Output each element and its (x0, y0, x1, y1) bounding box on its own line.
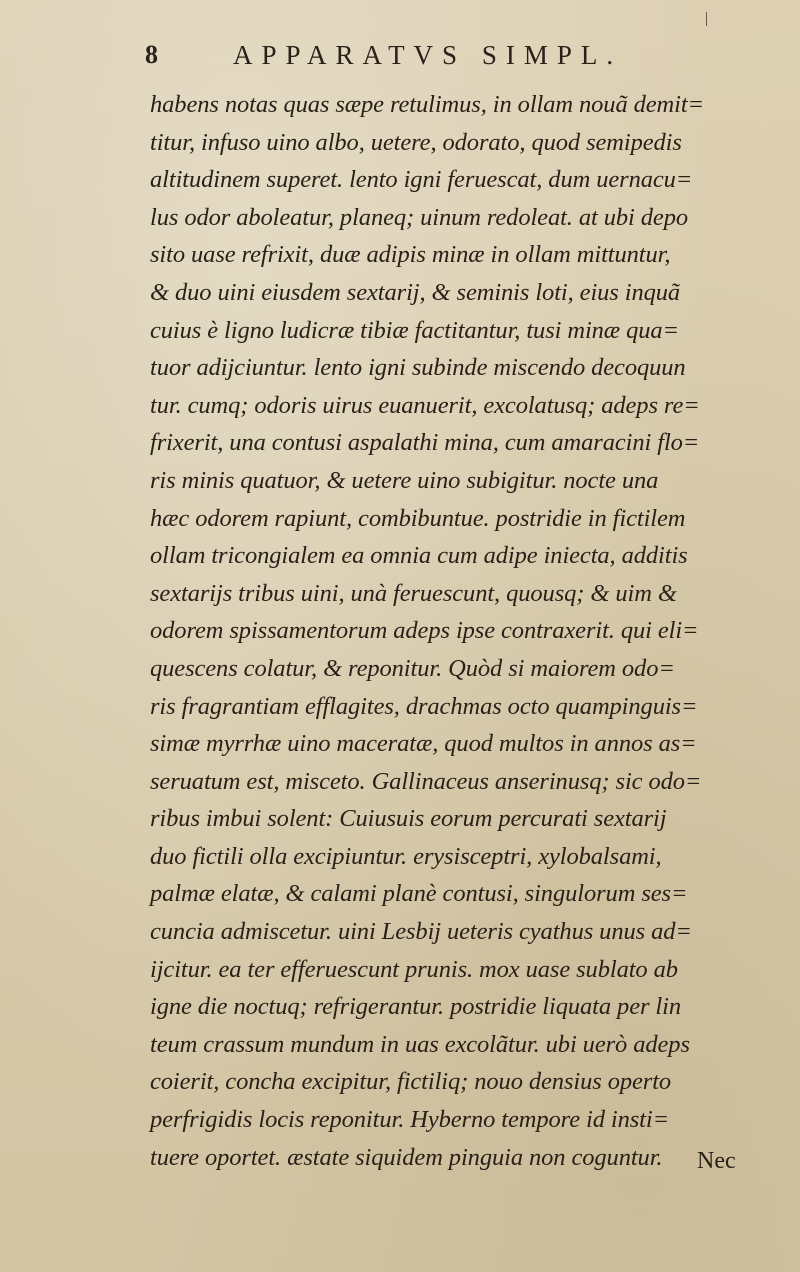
body-text (150, 86, 740, 1176)
text-line: ris fragrantiam efflagites, drachmas octo quampinguis= (150, 692, 698, 720)
text-line: ris minis quatuor, & uetere uino subigitur. nocte una (150, 466, 659, 494)
text-line: igne die noctuq; refrigerantur. postridie liquata per lin (150, 993, 681, 1021)
text-line: seruatum est, misceto. Gallinaceus anserinusq; sic odo= (150, 767, 702, 795)
text-line: ollam tricongialem ea omnia cum adipe iniecta, additis (150, 542, 688, 570)
text-line: tuor adijciuntur. lento igni subinde miscendo decoquun (150, 354, 686, 382)
printer-tick-mark (706, 12, 707, 26)
text-line: simæ myrrhæ uino maceratæ, quod multos in annos as= (150, 730, 697, 758)
text-line: habens notas quas sæpe retulimus, in ollam nouã demit= (150, 91, 704, 118)
text-line: teum crassum mundum in uas excolãtur. ubi uerò adeps (150, 1030, 690, 1058)
text-line: coierit, concha excipitur, fictiliq; nouo densius operto (150, 1068, 672, 1096)
text-line: ijcitur. ea ter efferuescunt prunis. mox uase sublato ab (150, 955, 678, 983)
text-line: altitudinem superet. lento igni feruescat, dum uernacu= (150, 166, 693, 194)
text-line: tuere oportet. æstate siquidem pinguia non coguntur. (150, 1143, 663, 1171)
catchword: Nec (697, 1148, 736, 1174)
text-line: perfrigidis locis reponitur. Hyberno tempore id insti= (150, 1106, 670, 1134)
page-number: 8 (145, 40, 158, 69)
text-line: ribus imbui solent: Cuiusuis eorum percurati sextarij (150, 805, 667, 833)
text-line: cuncia admiscetur. uini Lesbij ueteris cyathus unus ad= (150, 918, 692, 946)
text-line: lus odor aboleatur, planeq; uinum redoleat. at ubi depo (150, 203, 688, 231)
text-line: sextarijs tribus uini, unà feruescunt, quousq; & uim & (150, 579, 677, 607)
text-line: palmæ elatæ, & calami planè contusi, singulorum ses= (150, 880, 688, 908)
text-line: quescens colatur, & reponitur. Quòd si maiorem odo= (150, 654, 675, 682)
text-line: tur. cumq; odoris uirus euanuerit, excolatusq; adeps re= (150, 391, 700, 419)
running-head (145, 38, 705, 78)
text-line: odorem spissamentorum adeps ipse contraxerit. qui eli= (150, 617, 699, 645)
text-line: frixerit, una contusi aspalathi mina, cum amaracini flo= (150, 429, 700, 457)
text-line: & duo uini eiusdem sextarij, & seminis loti, eius inquã (150, 278, 681, 306)
text-line: hæc odorem rapiunt, combibuntue. postridie in fictilem (150, 504, 686, 532)
text-line: cuius è ligno ludicræ tibiæ factitantur, tusi minæ qua= (150, 316, 679, 344)
text-line: duo fictili olla excipiuntur. erysisceptri, xylobalsami, (150, 842, 662, 870)
text-line: titur, infuso uino albo, uetere, odorato, quod semipedis (150, 128, 682, 156)
running-title: APPARATVS SIMPL. (233, 40, 623, 70)
text-line: sito uase refrixit, duæ adipis minæ in ollam mittuntur, (150, 241, 671, 269)
